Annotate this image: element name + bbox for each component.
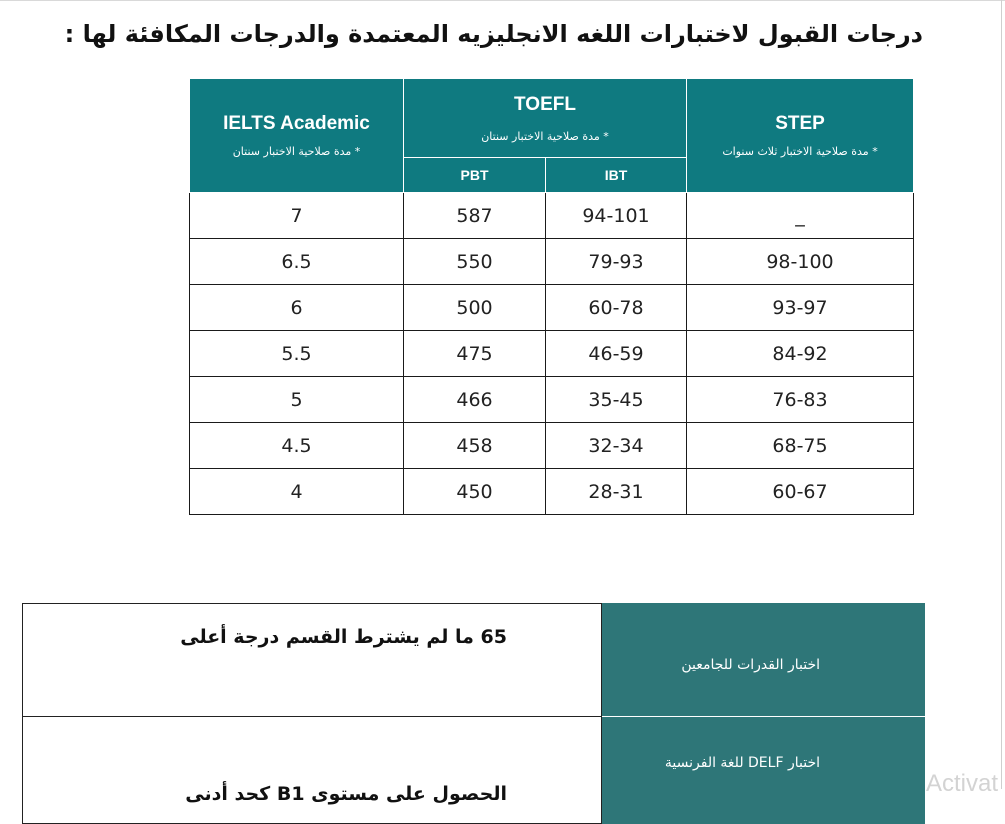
activation-watermark: Activat xyxy=(926,770,999,797)
cell-ibt: 32-34 xyxy=(546,423,687,469)
cell-pbt: 450 xyxy=(404,469,546,515)
cell-ibt: 94-101 xyxy=(546,193,687,239)
header-toefl xyxy=(404,79,687,158)
page-right-edge xyxy=(1001,0,1002,789)
delf-requirement: الحصول على مستوى B1 كحد أدنى xyxy=(23,717,602,824)
delf-test-label: اختبار DELF للغة الفرنسية xyxy=(602,717,925,824)
aptitude-test-label: اختبار القدرات للجامعين xyxy=(602,604,925,717)
cell-ibt: 28-31 xyxy=(546,469,687,515)
cell-ielts: 4 xyxy=(190,469,404,515)
cell-pbt: 550 xyxy=(404,239,546,285)
table-row xyxy=(190,377,914,423)
cell-step: 93-97 xyxy=(687,285,914,331)
scores-table xyxy=(189,78,914,515)
cell-ielts: 5.5 xyxy=(190,331,404,377)
cell-step: 84-92 xyxy=(687,331,914,377)
cell-pbt: 587 xyxy=(404,193,546,239)
table-row xyxy=(190,331,914,377)
header-ielts-title: IELTS Academic xyxy=(223,113,370,134)
cell-pbt: 466 xyxy=(404,377,546,423)
header-ibt: IBT xyxy=(546,158,687,193)
table-row xyxy=(23,604,925,717)
cell-ielts: 4.5 xyxy=(190,423,404,469)
table-row xyxy=(190,285,914,331)
cell-step: 68-75 xyxy=(687,423,914,469)
cell-pbt: 475 xyxy=(404,331,546,377)
cell-ibt: 60-78 xyxy=(546,285,687,331)
header-step-title: STEP xyxy=(775,113,825,134)
cell-step: 98-100 xyxy=(687,239,914,285)
cell-ibt: 46-59 xyxy=(546,331,687,377)
page-heading: درجات القبول لاختبارات اللغه الانجليزيه المعتمدة والدرجات المكافئة لها : xyxy=(64,20,923,48)
cell-step: 60-67 xyxy=(687,469,914,515)
table-row xyxy=(190,193,914,239)
other-tests-table xyxy=(22,603,925,824)
header-pbt: PBT xyxy=(404,158,546,193)
header-toefl-title: TOEFL xyxy=(514,93,576,115)
header-step-note: * مدة صلاحية الاختبار ثلاث سنوات xyxy=(722,145,878,158)
cell-ielts: 5 xyxy=(190,377,404,423)
top-divider xyxy=(0,0,1005,1)
cell-ibt: 35-45 xyxy=(546,377,687,423)
header-toefl-note: * مدة صلاحية الاختبار سنتان xyxy=(481,129,609,143)
cell-ielts: 7 xyxy=(190,193,404,239)
cell-step: 76-83 xyxy=(687,377,914,423)
cell-ibt: 79-93 xyxy=(546,239,687,285)
table-row xyxy=(23,717,925,824)
cell-pbt: 458 xyxy=(404,423,546,469)
cell-ielts: 6 xyxy=(190,285,404,331)
cell-pbt: 500 xyxy=(404,285,546,331)
cell-step: _ xyxy=(687,193,914,239)
table-row xyxy=(190,469,914,515)
header-ielts-note: * مدة صلاحية الاختبار سنتان xyxy=(232,145,361,158)
header-ielts xyxy=(190,79,404,193)
aptitude-requirement: 65 ما لم يشترط القسم درجة أعلى xyxy=(23,604,602,717)
header-step xyxy=(687,79,914,193)
cell-ielts: 6.5 xyxy=(190,239,404,285)
table-row xyxy=(190,423,914,469)
table-row xyxy=(190,239,914,285)
